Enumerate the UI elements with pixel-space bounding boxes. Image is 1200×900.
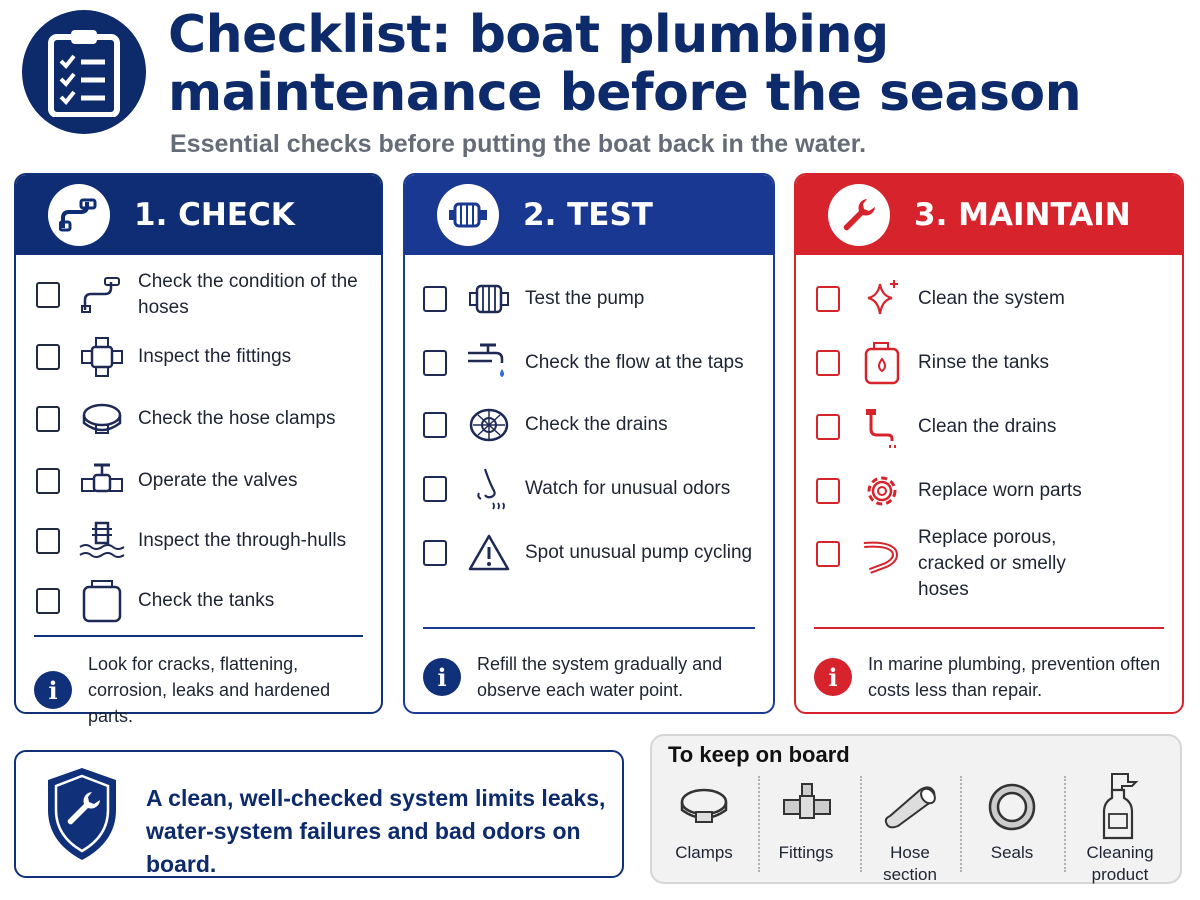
checklist-item xyxy=(405,279,773,319)
note-text: Look for cracks, flattening, corrosion, leaks and hardened parts. xyxy=(88,654,331,726)
drain-icon xyxy=(465,401,513,449)
note-text: Refill the system gradually and observe each water point. xyxy=(477,654,723,700)
item-label: Inspect the through-hulls xyxy=(138,530,347,551)
checklist-item xyxy=(796,343,1182,383)
hose-icon xyxy=(858,535,906,583)
checklist-item xyxy=(405,469,773,509)
checklist-item xyxy=(405,533,773,573)
item-label: Operate the valves xyxy=(138,470,298,491)
checkbox[interactable] xyxy=(816,478,840,504)
item-label: Test the pump xyxy=(525,288,645,309)
checkbox[interactable] xyxy=(423,540,447,566)
sparkle-icon xyxy=(858,275,906,323)
checkbox[interactable] xyxy=(816,350,840,376)
wrench-icon xyxy=(828,184,890,246)
divider xyxy=(423,627,755,629)
checklist-item xyxy=(405,405,773,445)
item-label: Inspect the fittings xyxy=(138,346,292,367)
divider xyxy=(34,635,363,637)
pump-icon xyxy=(437,184,499,246)
checklist-item xyxy=(16,337,381,377)
keep-item-label: Clamps xyxy=(675,843,733,862)
keep-item xyxy=(962,772,1062,864)
shield-wrench-icon xyxy=(42,764,122,869)
info-icon: i xyxy=(814,658,852,696)
nose-icon xyxy=(465,465,513,513)
pipe-icon xyxy=(48,184,110,246)
warning-icon xyxy=(465,529,513,577)
fitting-icon xyxy=(756,772,856,842)
checkbox[interactable] xyxy=(423,412,447,438)
checklist-item xyxy=(16,399,381,439)
keep-item-label: Cleaning product xyxy=(1086,843,1154,884)
checkbox[interactable] xyxy=(423,286,447,312)
info-note xyxy=(423,651,763,703)
item-label: Watch for unusual odors xyxy=(525,478,731,499)
tap-icon xyxy=(465,339,513,387)
through-hull-icon xyxy=(78,517,126,565)
drain-pipe-icon xyxy=(858,403,906,451)
seal-icon xyxy=(962,772,1062,842)
clamp-icon xyxy=(78,395,126,443)
maintain-card-title: 3. MAINTAIN xyxy=(914,197,1131,233)
checkbox[interactable] xyxy=(36,406,60,432)
item-label: Spot unusual pump cycling xyxy=(525,542,753,563)
banner-text: A clean, well-checked system limits leaks, water-system failures and bad odors on board. xyxy=(146,785,606,877)
checkbox[interactable] xyxy=(36,282,60,308)
check-card-header xyxy=(16,175,381,255)
keep-item-label: Fittings xyxy=(778,843,834,862)
check-card-title: 1. CHECK xyxy=(134,197,295,233)
keep-item xyxy=(860,772,960,886)
gear-icon xyxy=(858,467,906,515)
checkbox[interactable] xyxy=(423,350,447,376)
checklist-item xyxy=(796,279,1182,319)
divider xyxy=(814,627,1164,629)
item-label: Clean the drains xyxy=(918,416,1057,437)
item-label: Check the tanks xyxy=(138,590,275,611)
keep-on-board-panel xyxy=(650,734,1182,884)
keep-item xyxy=(1070,772,1170,886)
clamp-icon xyxy=(654,772,754,842)
page-title: Checklist: boat plumbing maintenance before the season xyxy=(168,5,1082,123)
checkbox[interactable] xyxy=(423,476,447,502)
separator xyxy=(1064,776,1066,872)
item-label: Rinse the tanks xyxy=(918,352,1049,373)
page-subtitle: Essential checks before putting the boat back in the water. xyxy=(170,130,867,158)
pump-icon xyxy=(465,275,513,323)
summary-banner xyxy=(14,750,624,878)
item-label: Replace porous, cracked or smelly hoses xyxy=(918,527,1066,600)
info-note xyxy=(814,651,1172,703)
checklist-item xyxy=(796,471,1182,511)
maintain-card-header xyxy=(796,175,1182,255)
item-label: Check the flow at the taps xyxy=(525,352,744,373)
checklist-item xyxy=(16,461,381,501)
item-label: Check the hose clamps xyxy=(138,408,336,429)
hose-section-icon xyxy=(860,772,960,842)
check-card xyxy=(14,173,383,726)
keep-item xyxy=(756,772,856,864)
valve-icon xyxy=(78,457,126,505)
info-note xyxy=(34,651,371,729)
checkbox[interactable] xyxy=(36,588,60,614)
fitting-icon xyxy=(78,333,126,381)
keep-title: To keep on board xyxy=(668,742,850,767)
item-label: Clean the system xyxy=(918,288,1065,309)
checklist-item xyxy=(796,527,1182,600)
checkbox[interactable] xyxy=(816,541,840,567)
maintain-card xyxy=(794,173,1184,714)
keep-item-label: Seals xyxy=(990,843,1034,862)
jerrycan-icon xyxy=(858,339,906,387)
checklist-item xyxy=(16,581,381,621)
checklist-item xyxy=(16,271,381,318)
item-label: Replace worn parts xyxy=(918,480,1082,501)
test-card-title: 2. TEST xyxy=(523,197,653,233)
tank-icon xyxy=(78,577,126,625)
checklist-item xyxy=(16,521,381,561)
item-label: Check the drains xyxy=(525,414,668,435)
checklist-item xyxy=(796,407,1182,447)
keep-item xyxy=(654,772,754,864)
info-icon: i xyxy=(34,671,72,709)
checkbox[interactable] xyxy=(36,468,60,494)
checkbox[interactable] xyxy=(36,528,60,554)
pipe-icon xyxy=(78,271,126,319)
spray-bottle-icon xyxy=(1070,772,1170,842)
test-card xyxy=(403,173,775,714)
info-icon: i xyxy=(423,658,461,696)
item-label: Check the condition of the hoses xyxy=(138,271,358,318)
test-card-header xyxy=(405,175,773,255)
checkbox[interactable] xyxy=(816,414,840,440)
keep-item-label: Hose section xyxy=(883,843,937,884)
note-text: In marine plumbing, prevention often costs less than repair. xyxy=(868,654,1161,700)
checkbox[interactable] xyxy=(36,344,60,370)
clipboard-logo-icon xyxy=(22,10,146,134)
checklist-item xyxy=(405,343,773,383)
checkbox[interactable] xyxy=(816,286,840,312)
